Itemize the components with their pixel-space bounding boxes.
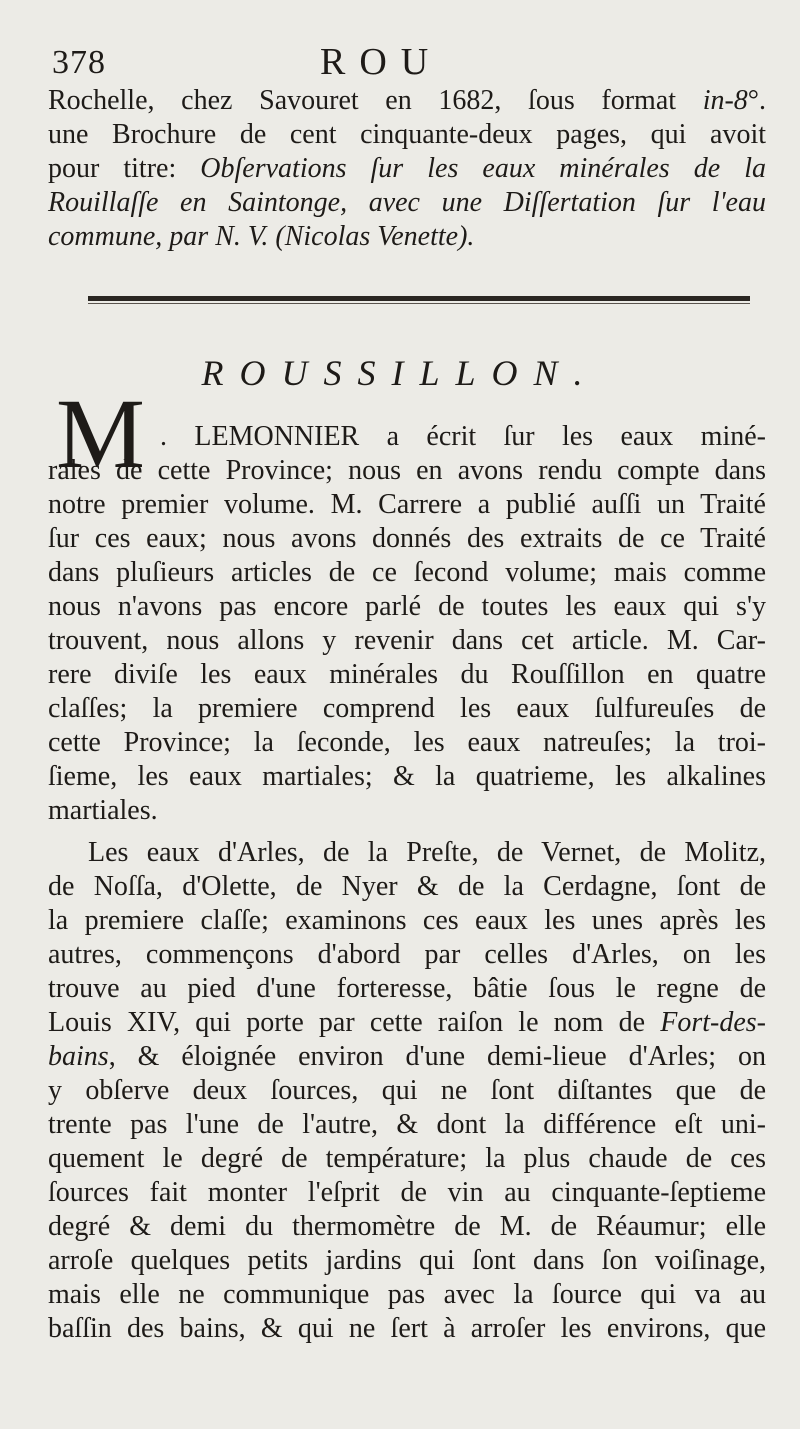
drop-cap: M (56, 378, 145, 489)
text-line (48, 220, 766, 254)
text-line: ſieme, les eaux martiales; & la quatrieme, les alkalines (48, 761, 766, 792)
text-line: martiales. (48, 795, 158, 826)
text-line: dans pluſieurs articles de ce ſecond volume; mais comme (48, 557, 766, 588)
text-line (48, 84, 766, 118)
italic-text: commune, par N. V. (Nicolas Venette). (48, 221, 475, 252)
text-segment: autres, commençons d'abord par celles d'Arles, on les (48, 939, 766, 970)
text-line (48, 118, 766, 152)
text-segment: trente pas l'une de l'autre, & dont la différence eſt uni- (48, 1109, 766, 1140)
text-line (48, 1142, 766, 1176)
page-number: 378 (52, 44, 106, 81)
text-line (48, 1006, 766, 1040)
text-segment: , & éloignée environ d'une demi-lieue d'Arles; on (108, 1041, 766, 1072)
text-segment: Les eaux d'Arles, de la Preſte, de Vernet, de Molitz, (88, 837, 766, 868)
text-line: cette Province; la ſeconde, les eaux natreuſes; la troi- (48, 727, 766, 758)
text-segment: pour titre: (48, 153, 201, 184)
section-rule (88, 296, 750, 301)
italic-text: Obſervations ſur les eaux minérales de la (200, 153, 766, 184)
text-line (48, 152, 766, 186)
text-segment: ſources fait monter l'eſprit de vin au cinquante-ſeptieme (48, 1177, 766, 1208)
text-line (48, 972, 766, 1006)
text-line (48, 904, 766, 938)
text-line (48, 1074, 766, 1108)
text-segment: y obſerve deux ſources, qui ne ſont diſtantes que de (48, 1075, 766, 1106)
section-rule-thin (88, 303, 750, 304)
text-line: rales de cette Province; nous en avons rendu compte dans (48, 455, 766, 486)
italic-text: Rouillaſſe en Saintonge, avec une Diſſertation ſur l'eau (48, 187, 766, 218)
text-line: . LEMONNIER a écrit ſur les eaux miné- (160, 421, 766, 452)
text-segment: Louis XIV, qui porte par cette raiſon le nom de (48, 1007, 661, 1038)
text-segment: trouve au pied d'une forteresse, bâtie ſous le regne de (48, 973, 766, 1004)
text-segment: quement le degré de température; la plus chaude de ces (48, 1143, 766, 1174)
text-segment: la premiere claſſe; examinons ces eaux les unes après les (48, 905, 766, 936)
text-segment: mais elle ne communique pas avec la ſource qui va au (48, 1279, 766, 1310)
text-line: trouvent, nous allons y revenir dans cet article. M. Car- (48, 625, 766, 656)
text-line (88, 836, 766, 870)
italic-text: Fort-des- (660, 1007, 766, 1038)
text-line (48, 1244, 766, 1278)
text-line: claſſes; la premiere comprend les eaux ſulfureuſes de (48, 693, 766, 724)
text-line (48, 1312, 766, 1346)
text-line: notre premier volume. M. Carrere a publié auſſi un Traité (48, 489, 766, 520)
text-line: nous n'avons pas encore parlé de toutes les eaux qui s'y (48, 591, 766, 622)
text-segment: une Brochure de cent cinquante-deux pages, qui avoit (48, 119, 766, 150)
text-line (48, 1176, 766, 1210)
text-line (48, 1210, 766, 1244)
text-segment: baſſin des bains, & qui ne ſert à arroſer les environs, que (48, 1313, 766, 1344)
text-line (48, 1278, 766, 1312)
text-line: ſur ces eaux; nous avons donnés des extraits de ce Traité (48, 523, 766, 554)
text-line: rere diviſe les eaux minérales du Rouſſillon en quatre (48, 659, 766, 690)
text-line (48, 870, 766, 904)
text-line (48, 938, 766, 972)
text-line (48, 186, 766, 220)
running-head: ROU (320, 41, 443, 83)
text-segment: arroſe quelques petits jardins qui ſont dans ſon voiſinage, (48, 1245, 766, 1276)
section-title: ROUSSILLON. (201, 353, 599, 393)
text-segment: °. (747, 85, 766, 116)
text-segment: de Noſſa, d'Olette, de Nyer & de la Cerdagne, ſont de (48, 871, 766, 902)
text-segment: Rochelle, chez Savouret en 1682, ſous format (48, 85, 703, 116)
text-segment: degré & demi du thermomètre de M. de Réaumur; elle (48, 1211, 766, 1242)
italic-text: bains (48, 1041, 109, 1072)
text-line (48, 1040, 766, 1074)
italic-text: in-8 (702, 85, 748, 116)
text-line (48, 1108, 766, 1142)
